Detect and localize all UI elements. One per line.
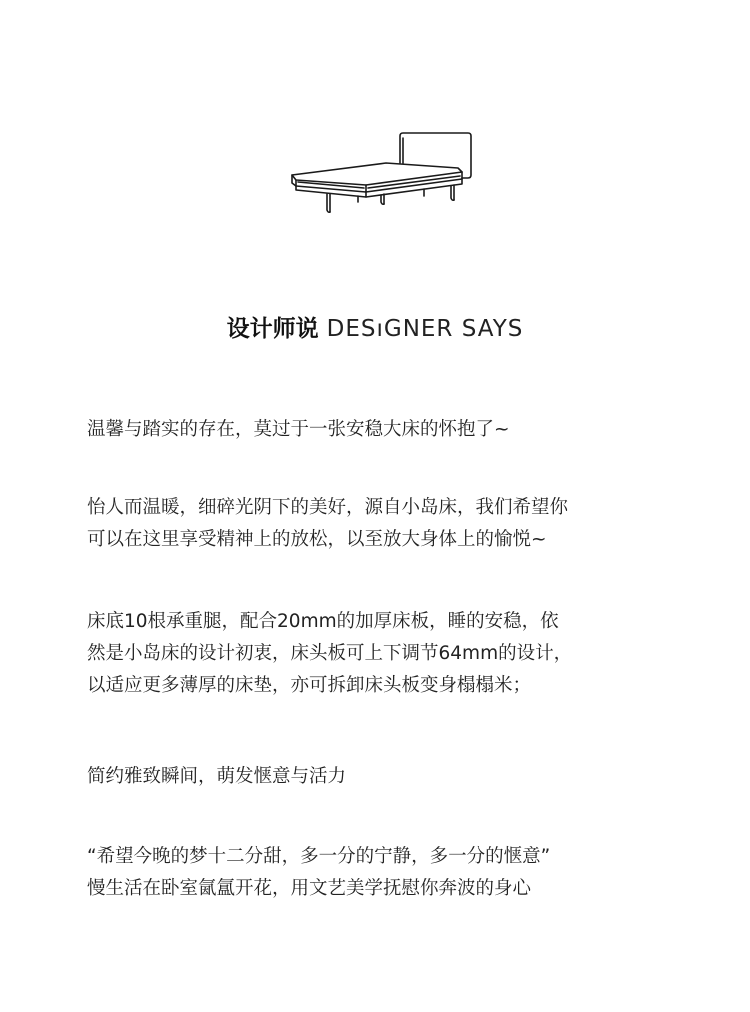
heading-english: DESıGNER SAYS — [326, 316, 524, 342]
paragraph-line: 温馨与踏实的存在，莫过于一张安稳大床的怀抱了~ — [87, 419, 510, 440]
paragraph-line: 怡人而温暖，细碎光阴下的美好，源自小岛床，我们希望你 — [87, 497, 569, 518]
paragraph-3 — [87, 606, 677, 702]
heading-chinese: 设计师说 — [226, 316, 319, 342]
section-heading — [0, 313, 750, 345]
paragraph-1 — [87, 414, 677, 446]
paragraph-line: “希望今晚的梦十二分甜，多一分的宁静，多一分的惬意” — [87, 846, 551, 867]
paragraph-line: 然是小岛床的设计初衷，床头板可上下调节64mm的设计， — [87, 643, 573, 664]
paragraph-line: 慢生活在卧室氤氲开花，用文艺美学抚慰你奔波的身心 — [87, 878, 532, 899]
paragraph-line: 可以在这里享受精神上的放松，以至放大身体上的愉悦~ — [87, 529, 547, 550]
paragraph-line: 简约雅致瞬间，萌发惬意与活力 — [87, 766, 347, 787]
paragraph-5 — [87, 841, 677, 905]
paragraph-line: 床底10根承重腿，配合20mm的加厚床板，睡的安稳，依 — [87, 611, 559, 632]
bed-line-drawing-icon — [286, 130, 476, 216]
paragraph-line: 以适应更多薄厚的床垫，亦可拆卸床头板变身榻榻米； — [87, 675, 532, 696]
paragraph-4 — [87, 761, 677, 793]
paragraph-2 — [87, 492, 677, 556]
